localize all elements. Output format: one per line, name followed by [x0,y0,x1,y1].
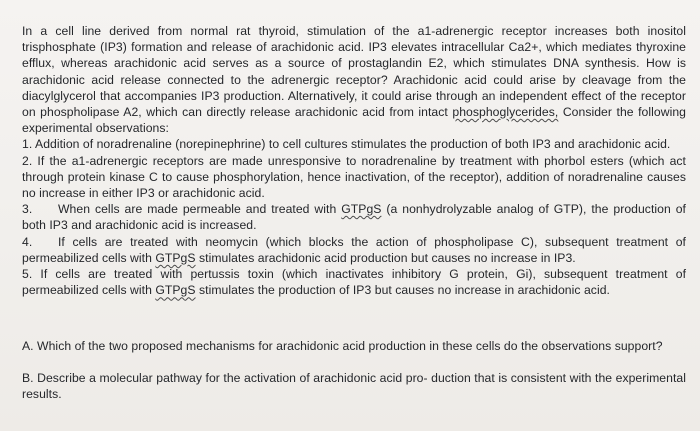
observation-3-text-end: (a nonhydrolyzable analog of GTP), the production of both IP3 and arachidonic acid is increased. [22,202,686,233]
intro-text: In a cell line derived from normal rat thyroid, stimulation of the a1-adrenergic receptor increases both inositol trisphosphate (IP3) formation and release of arachidonic acid. IP3 elevates intracellular Ca2+, which mediates thyroxine efflux, whereas arachidonic acid serves as a source of prostaglandin E2, which stimulates DNA synthesis. How is arachidonic acid release connected to the adrenergic receptor? Arachidonic acid could arise by cleavage from the diacylglycerol that accompanies IP3 production. Alternatively, it could arise through an independent effect of the receptor on phospholipase A2, which can directly release arachidonic acid from intact [22,24,686,120]
question-b [22,370,686,402]
observation-5-text-end: stimulates the production of IP3 but causes no increase in arachidonic acid. [195,283,610,298]
observation-4-number: 4. [22,234,33,249]
misspelled-word: phosphoglycerides, [452,105,559,120]
question-b-text: B. Describe a molecular pathway for the activation of arachidonic acid pro- duction that is consistent with the experimental results. [22,371,686,402]
observation-2: 2. If the a1-adrenergic receptors are made unresponsive to noradrenaline by treatment with phorbol esters (which act through protein kinase C to cause phosphorylation, hence inactivation, of the receptor), addition of noradrenaline causes no increase in either IP3 or arachidonic acid. [22,153,686,201]
intro-paragraph [22,23,686,136]
gtp-analog-term: GTPgS [155,250,196,265]
gtp-analog-term: GTPgS [341,202,382,217]
observation-3 [22,201,686,233]
observation-3-text: When cells are made permeable and treated with [58,202,342,217]
observation-1: 1. Addition of noradrenaline (norepinephrine) to cell cultures stimulates the production of both IP3 and arachidonic acid. [22,137,671,152]
observation-3-number: 3. [22,202,33,217]
observation-4 [22,234,686,266]
intro-text-end: Consider the following experimental observations: [22,105,686,136]
gtp-analog-term: GTPgS [155,283,196,298]
problem-text [22,23,686,298]
question-a [22,338,686,354]
question-a-text: A. Which of the two proposed mechanisms for arachidonic acid production in these cells do the observations support? [22,339,663,353]
observation-4-text-end: stimulates arachidonic acid production but causes no increase in IP3. [195,250,576,265]
observation-5 [22,266,686,298]
observation-5-text: 5. If cells are treated with pertussis toxin (which inactivates inhibitory G protein, Gi), subsequent treatment of permeabilized cells with [22,267,686,298]
observation-4-text: If cells are treated with neomycin (which blocks the action of phospholipase C), subsequent treatment of permeabilized cells with [22,234,686,265]
